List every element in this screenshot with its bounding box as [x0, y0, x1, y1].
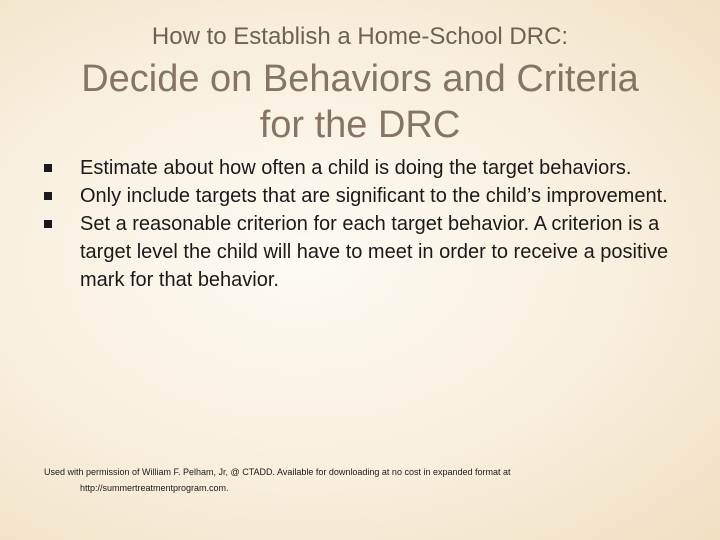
bullet-text: Estimate about how often a child is doing the target behaviors. — [80, 157, 632, 179]
square-bullet-icon — [44, 192, 52, 200]
slide-title-line-1: Decide on Behaviors and Criteria — [81, 58, 639, 100]
slide-supertitle: How to Establish a Home-School DRC: — [151, 23, 569, 50]
attribution-url: http://summertreatmentprogram.com. — [80, 483, 229, 493]
bullet-item — [44, 182, 694, 210]
bullet-text: Only include targets that are significant to the child’s improvement. — [80, 185, 668, 207]
slide-title-line-2: for the DRC — [259, 104, 461, 146]
bullet-text: Set a reasonable criterion for each target behavior. A criterion is a target level the child will have to meet in order to receive a positive mark for that behavior. — [80, 213, 669, 291]
square-bullet-icon — [44, 164, 52, 172]
attribution-footer — [44, 464, 644, 496]
slide-title — [0, 56, 720, 148]
bullet-item — [44, 210, 694, 294]
bullet-list — [44, 154, 694, 294]
bullet-item — [44, 154, 694, 182]
square-bullet-icon — [44, 220, 52, 228]
attribution-text: Used with permission of William F. Pelham, Jr, @ CTADD. Available for downloading at no cost in expanded format at — [44, 467, 511, 477]
